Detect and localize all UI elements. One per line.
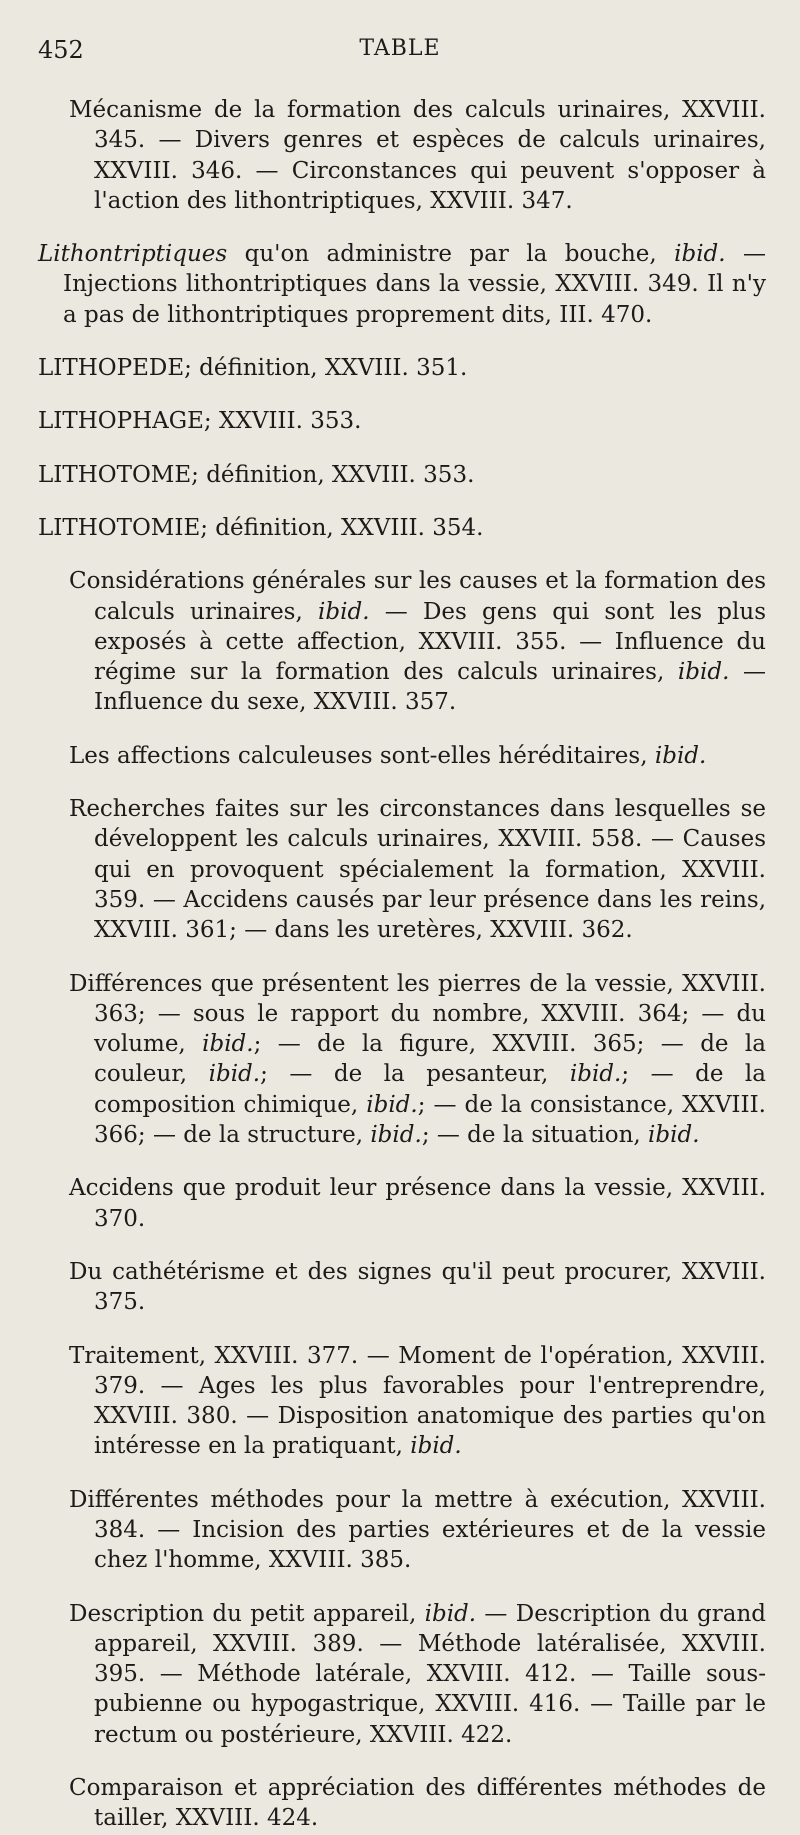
entry-text: Du cathétérisme et des signes qu'il peut procurer, XXVIII. 375. — [69, 1258, 766, 1316]
entry-text: Différentes méthodes pour la mettre à exécution, XXVIII. 384. — Incision des parties extérieures et de la vessie chez l'homme, XXVIII. 385. — [69, 1486, 766, 1574]
entry-text: Accidens que produit leur présence dans la vessie, XXVIII. 370. — [69, 1175, 766, 1232]
entry-italic-text: ibid. — [424, 1600, 477, 1627]
entry-text: ; — de la figure, XXVIII. 365; — de la couleur, — [94, 1031, 766, 1088]
index-entry — [38, 406, 766, 436]
entry-text: — Influence du sexe, XXVIII. 357. — [94, 659, 767, 716]
entry-text: Recherches faites sur les circonstances dans lesquelles se développent les calculs urinaires, XXVIII. 558. — Causes qui en provoquent spécialement la formation, XXVIII. 359. — Accidens causés par leur présence dans les reins, XXVIII. 361; — dans les uretères, XXVIII. 362. — [69, 796, 766, 944]
entry-text: Différences que présentent les pierres de la vessie, XXVIII. 363; — sous le rapport du nombre, XXVIII. 364; — du volume, — [69, 970, 766, 1058]
running-title: TABLE — [359, 36, 441, 61]
running-header — [0, 36, 800, 68]
entry-text: LITHOTOME; définition, XXVIII. 353. — [38, 461, 475, 488]
entry-italic-text: ibid. — [208, 1061, 261, 1088]
entry-italic-text: ibid. — [654, 742, 707, 769]
index-entry — [69, 1257, 766, 1318]
entry-italic-text: ibid. — [366, 1091, 418, 1118]
entry-text: ; — de la composition chimique, — [94, 1061, 766, 1118]
index-entry — [69, 95, 766, 216]
entry-text: — Description du grand appareil, XXVIII. 389. — Méthode latéralisée, XXVIII. 395. — Méthode latérale, XXVIII. 412. — Taille sous-pubienne ou hypogastrique, XXVIII. 416. — Taille par le rectum ou postérieure, XXVIII. 422. — [94, 1600, 766, 1748]
entry-text: LITHOPEDE; définition, XXVIII. 351. — [38, 355, 468, 382]
index-entry — [69, 1599, 766, 1750]
entry-italic-text: ibid. — [370, 1122, 422, 1149]
index-entry — [69, 1341, 766, 1462]
index-entries — [38, 72, 766, 1835]
entry-text: Considérations générales sur les causes et la formation des calculs urinaires, — [69, 568, 766, 625]
index-entry — [69, 969, 766, 1151]
index-entry — [38, 239, 766, 330]
entry-text: ; — de la situation, — [421, 1122, 649, 1149]
entry-text: — Injections lithontriptiques dans la vessie, XXVIII. 349. Il n'y a pas de lithontriptiques proprement dits, III. 470. — [63, 241, 767, 328]
index-entry — [69, 1773, 766, 1834]
entry-text: LITHOPHAGE; XXVIII. 353. — [38, 408, 362, 435]
entry-text: LITHOTOMIE; définition, XXVIII. 354. — [38, 514, 484, 541]
entry-italic-text: ibid. — [410, 1433, 462, 1460]
index-entry — [69, 794, 766, 945]
entry-italic-text: ibid. — [202, 1031, 254, 1058]
entry-italic-text: ibid. — [318, 598, 370, 625]
page-number: 452 — [38, 36, 84, 64]
entry-text: qu'on administre par la bouche, — [227, 241, 675, 268]
entry-text: ; — de la pesanteur, — [260, 1061, 570, 1088]
index-entry — [69, 1485, 766, 1576]
index-entry — [69, 741, 766, 771]
entry-italic-text: ibid. — [674, 241, 726, 268]
entry-text: Mécanisme de la formation des calculs urinaires, XXVIII. 345. — Divers genres et espèces de calculs urinaires, XXVIII. 346. — Circonstances qui peuvent s'opposer à l'action des lithontriptiques, XXVIII. 347. — [69, 97, 766, 214]
entry-text: Comparaison et appréciation des différentes méthodes de tailler, XXVIII. 424. — [69, 1775, 766, 1832]
entry-text: Description du petit appareil, — [69, 1600, 425, 1627]
entry-italic-text: ibid. — [648, 1122, 700, 1149]
index-entry — [69, 1173, 766, 1234]
entry-text: Traitement, XXVIII. 377. — Moment de l'opération, XXVIII. 379. — Ages les plus favorables pour l'entreprendre, XXVIII. 380. — Disposition anatomique des parties qu'on intéresse en la pratiquant, — [69, 1342, 766, 1460]
index-entry — [38, 513, 766, 543]
index-entry — [38, 460, 766, 490]
entry-italic-text: Lithontriptiques — [38, 241, 228, 268]
index-entry — [69, 566, 766, 717]
index-entry — [38, 353, 766, 383]
entry-text: Les affections calculeuses sont-elles héréditaires, — [69, 742, 655, 769]
entry-italic-text: ibid. — [677, 659, 730, 686]
entry-text: — Des gens qui sont les plus exposés à cette affection, XXVIII. 355. — Influence du régime sur la formation des calculs urinaires, — [94, 598, 766, 686]
entry-italic-text: ibid. — [569, 1061, 622, 1088]
entry-text: ; — de la consistance, XXVIII. 366; — de la structure, — [94, 1091, 766, 1149]
